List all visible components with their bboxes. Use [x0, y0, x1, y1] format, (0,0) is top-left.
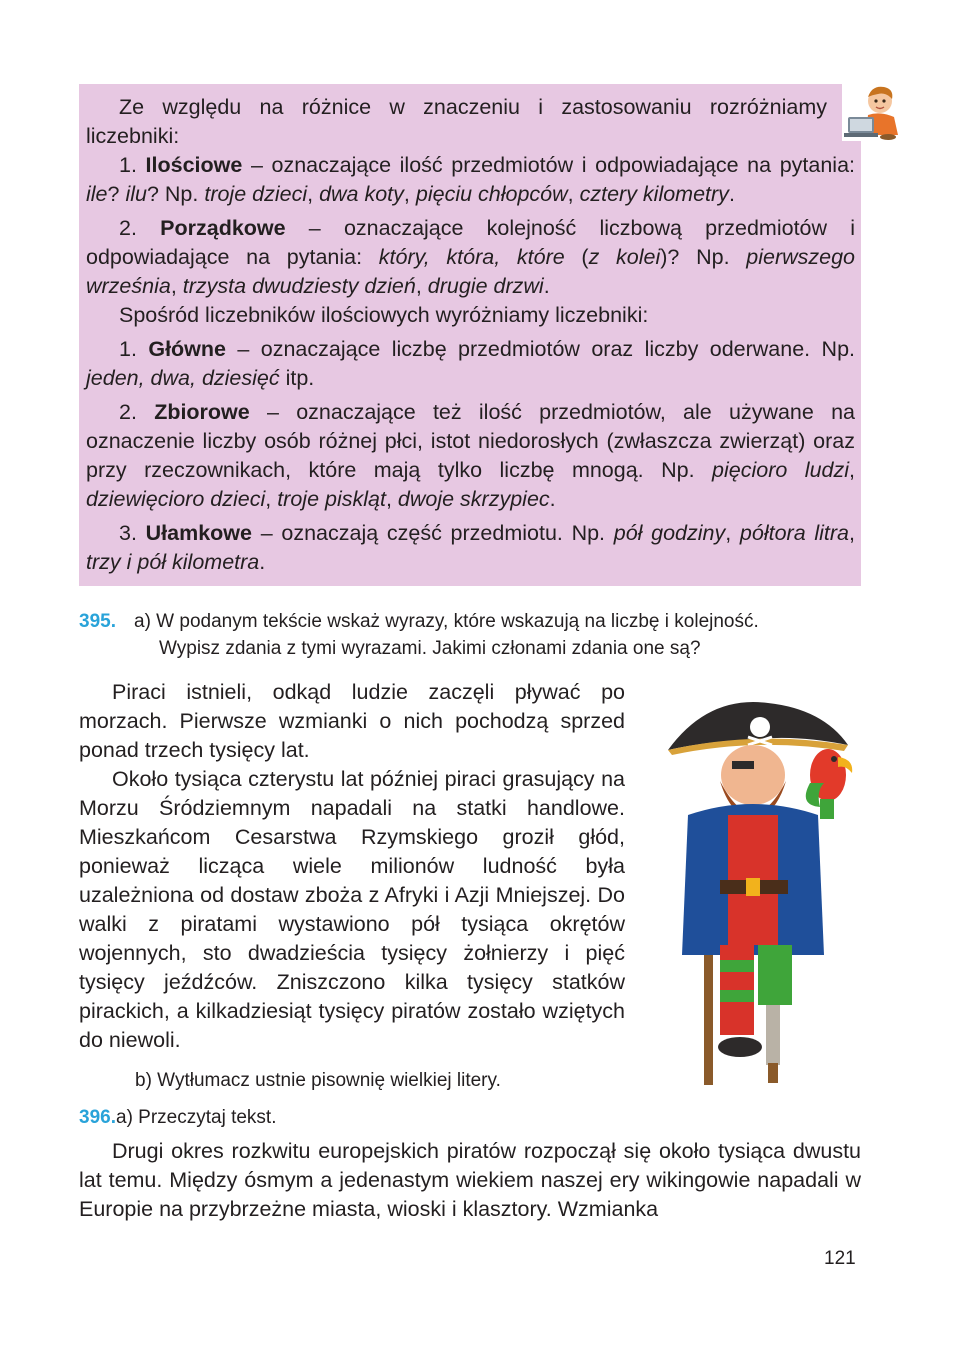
- rule-item-porzadkowe: 2. Porządkowe – oznaczające kolejność liczbową przedmiotów i odpowiadające na pytania: który, która, które (z kolei)? Np. pierwszego września, trzysta dwudziesty dzień, drugie drzwi.: [86, 216, 856, 298]
- exercise-number: 395.: [79, 611, 116, 632]
- exercise-395-instructions: 395. a) W podanym tekście wskaż wyrazy, które wskazują na liczbę i kolejność. Wypisz zdania z tymi wyrazami. Jakimi członami zdania one są?: [79, 608, 759, 662]
- rule-box: [79, 84, 861, 586]
- rule-item-zbiorowe: 2. Zbiorowe – oznaczające też ilość przedmiotów, ale używane na oznaczenie liczby osób różnej płci, istot niedorosłych (zwłaszcza zwierząt) oraz przy rzeczownikach, które mają tylko liczbę mnogą. Np. pięcioro ludzi, dziewięcioro dzieci, troje piskląt, dwoje skrzypiec.: [86, 400, 856, 511]
- rule-item-ilosciowe: 1. Ilościowe – oznaczające ilość przedmiotów i odpowiadające na pytania: ile? ilu? Np. troje dzieci, dwa koty, pięciu chłopców, cztery kilometry.: [86, 153, 855, 206]
- exercise-395-task-b: b) Wytłumacz ustnie pisownię wielkiej litery.: [135, 1070, 501, 1091]
- exercise-396-text: [79, 1137, 861, 1224]
- rule-item-ulamkowe: 3. Ułamkowe – oznaczają część przedmiotu. Np. pół godziny, półtora litra, trzy i pół kilometra.: [86, 521, 855, 574]
- pirate-illustration: [648, 675, 888, 1090]
- page-number: 121: [824, 1248, 856, 1269]
- exercise-396-instructions: 396.a) Przeczytaj tekst.: [79, 1104, 277, 1131]
- rule-intro: Ze względu na różnice w znaczeniu i zastosowaniu rozróżniamy liczebniki:: [86, 95, 827, 148]
- paragraph: Drugi okres rozkwitu europejskich piratów rozpoczął się około tysiąca dwustu lat temu. Między ósmym a jedenastym wiekiem naszej ery wikingowie napadali w Europie na przybrzeżne miasta, wioski i klasztory. Wzmianka: [79, 1139, 861, 1221]
- paragraph: Piraci istnieli, odkąd ludzie zaczęli pływać po morzach. Pierwsze wzmianki o nich pochodzą sprzed ponad trzech tysięcy lat.: [79, 680, 625, 762]
- rule-item-glowne: 1. Główne – oznaczające liczbę przedmiotów oraz liczby oderwane. Np. jeden, dwa, dziesięć itp.: [86, 337, 856, 390]
- boy-with-laptop-icon: [842, 83, 904, 141]
- rule-subheading: Spośród liczebników ilościowych wyróżniamy liczebniki:: [119, 303, 649, 327]
- exercise-number: 396.: [79, 1107, 116, 1128]
- pirate-text: [79, 678, 625, 1055]
- paragraph: Około tysiąca czterystu lat później piraci grasujący na Morzu Śródziemnym napadali na statki handlowe. Mieszkańcom Cesarstwa Rzymskiego groził głód, ponieważ licząca wiele milionów ludność była uzależniona od dostaw zboża z Afryki i Azji Mniejszej. Do walki z piratami wystawiono pół tysiąca okrętów wojennych, sto dwadzieścia tysięcy żołnierzy i pięć tysięcy jeźdźców. Zniszczono kilka tysięcy statków pirackich, a kilkadziesiąt tysięcy piratów zostało wziętych do niewoli.: [79, 767, 625, 1052]
